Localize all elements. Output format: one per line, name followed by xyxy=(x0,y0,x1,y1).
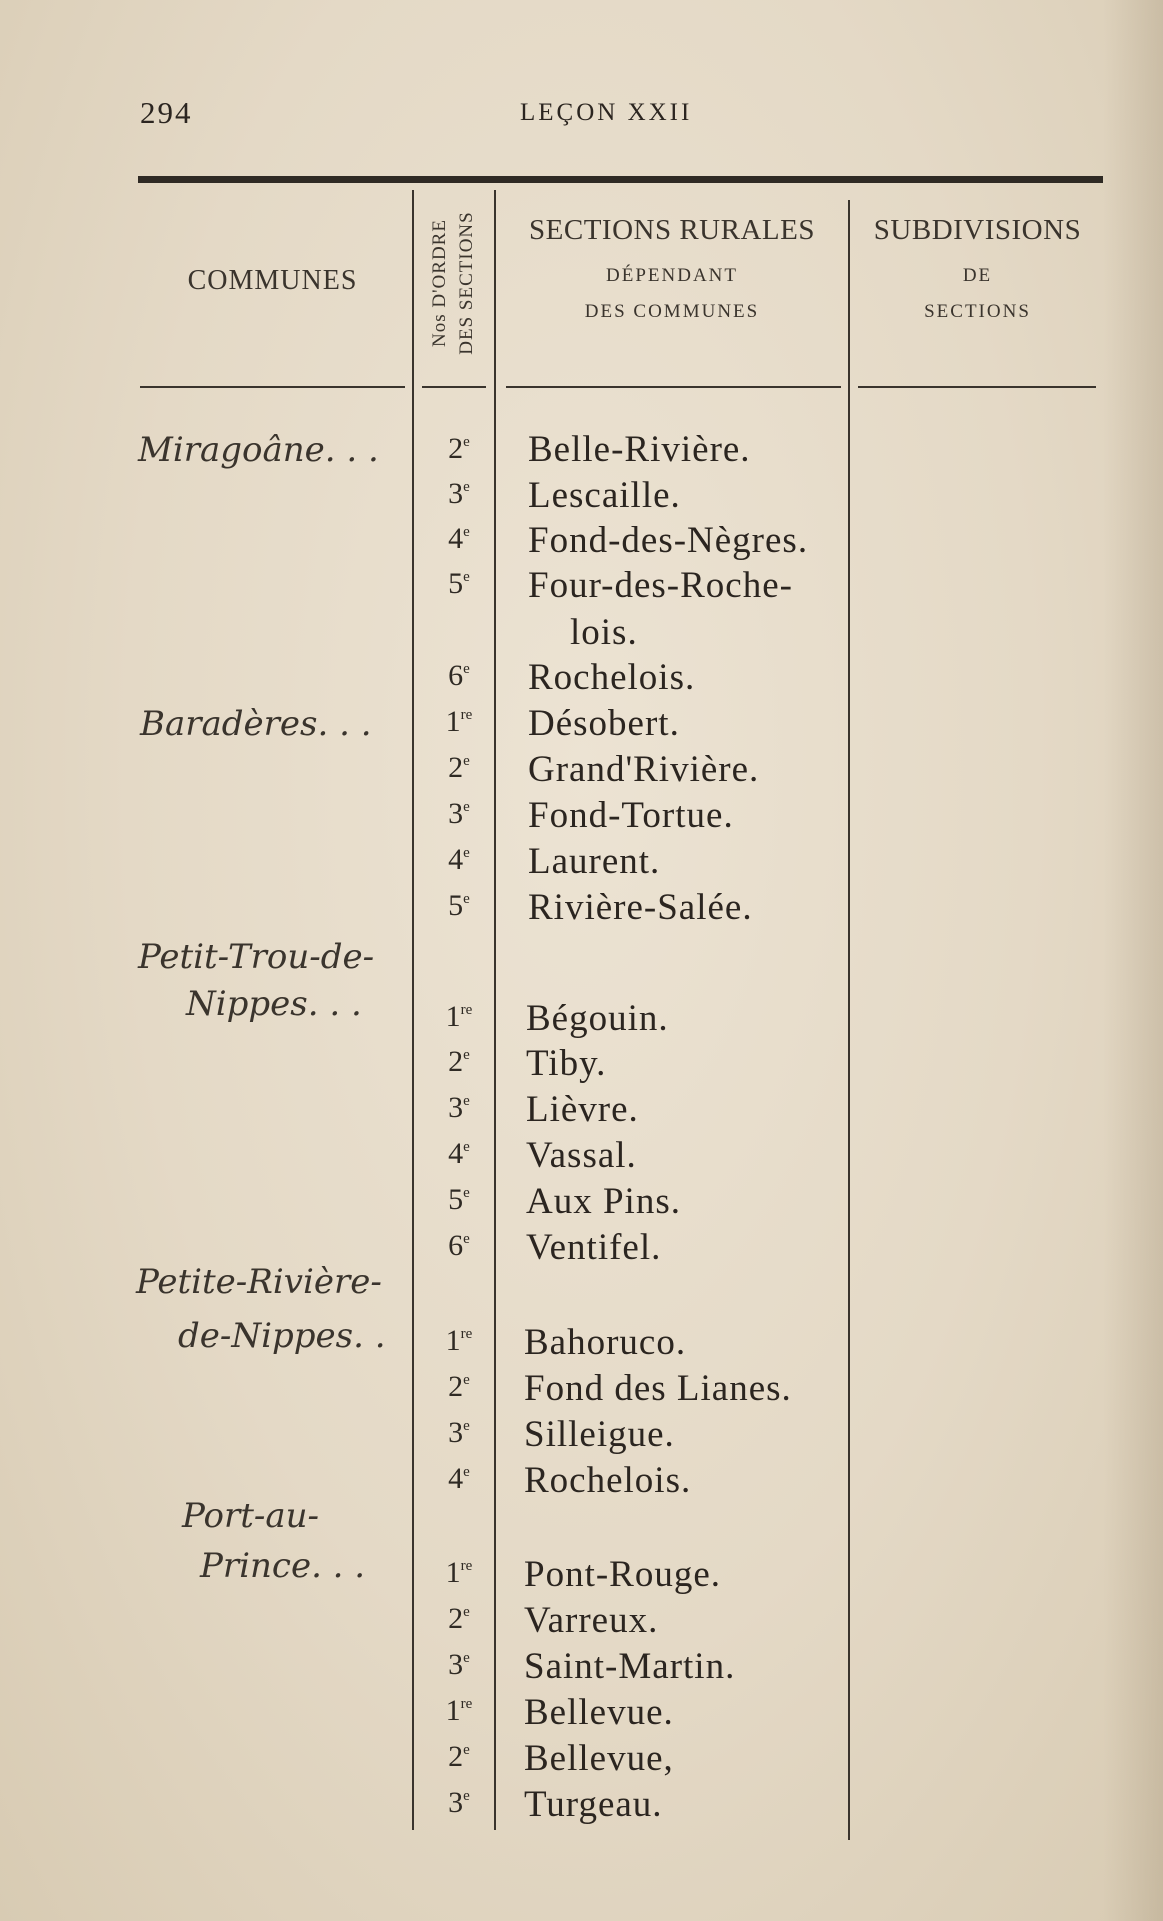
order-number: 3e xyxy=(448,1416,470,1449)
order-number: 2e xyxy=(448,432,470,465)
order-number: 1re xyxy=(445,1000,473,1033)
section-name: Rochelois. xyxy=(524,1460,692,1501)
header-subdivisions-sub1: DE xyxy=(962,265,993,286)
order-number: 3e xyxy=(448,1091,470,1124)
header-rural-sections xyxy=(502,214,842,323)
section-name: Turgeau. xyxy=(524,1784,663,1825)
section-name: Belle-Rivière. xyxy=(528,429,751,470)
section-name: Grand'Rivière. xyxy=(528,749,760,790)
order-number: 3e xyxy=(448,797,470,830)
header-communes: COMMUNES xyxy=(187,265,358,296)
order-number: 4e xyxy=(448,1462,470,1495)
page-number: 294 xyxy=(140,95,193,130)
order-number: 2e xyxy=(448,1602,470,1635)
commune-name-continued: de-Nippes. . xyxy=(178,1316,386,1356)
section-name: Bégouin. xyxy=(526,998,669,1039)
running-title: LEÇON XXII xyxy=(520,99,693,126)
header-order-numbers-line1: Nos D'ORDRE xyxy=(429,218,450,347)
commune-name: Petite-Rivière- xyxy=(136,1262,382,1302)
order-number: 5e xyxy=(448,567,470,600)
page-header xyxy=(0,95,1163,135)
section-name: Silleigue. xyxy=(524,1414,675,1455)
column-rule-communes xyxy=(412,190,414,1830)
section-name: Four-des-Roche- xyxy=(528,565,793,606)
commune-name-continued: Prince. . . xyxy=(200,1546,366,1586)
order-number: 4e xyxy=(448,843,470,876)
section-name: Aux Pins. xyxy=(526,1181,681,1222)
section-name: Bahoruco. xyxy=(524,1322,687,1363)
order-number: 5e xyxy=(448,889,470,922)
header-subdivisions xyxy=(855,214,1100,323)
section-name: Bellevue, xyxy=(524,1738,674,1779)
order-number: 2e xyxy=(448,1370,470,1403)
order-number: 4e xyxy=(448,522,470,555)
header-underline-sections xyxy=(506,386,841,388)
column-rule-numbers xyxy=(494,190,496,1830)
commune-name: Baradères. . . xyxy=(140,704,372,744)
order-number: 4e xyxy=(448,1137,470,1170)
page-edge-shadow xyxy=(1103,0,1163,1921)
header-order-numbers-line2: DES SECTIONS xyxy=(456,210,477,355)
header-subdivisions-title: SUBDIVISIONS xyxy=(873,214,1082,246)
section-name: Lièvre. xyxy=(526,1089,639,1130)
section-name: Pont-Rouge. xyxy=(524,1554,722,1595)
order-number: 3e xyxy=(448,1648,470,1681)
section-name: Rochelois. xyxy=(528,657,696,698)
commune-name: Miragoâne. . . xyxy=(138,430,379,470)
header-rural-sections-title: SECTIONS RURALES xyxy=(529,214,815,246)
section-name: Laurent. xyxy=(528,841,661,882)
column-rule-sections xyxy=(848,200,850,1840)
header-subdivisions-sub2: SECTIONS xyxy=(924,301,1031,322)
section-name: Saint-Martin. xyxy=(524,1646,736,1687)
section-name: Désobert. xyxy=(528,703,680,744)
order-number: 1re xyxy=(445,1556,473,1589)
order-number: 1re xyxy=(445,1694,473,1727)
section-name-continued: lois. xyxy=(570,612,638,653)
section-name: Ventifel. xyxy=(526,1227,662,1268)
table-top-rule xyxy=(138,176,1103,183)
order-number: 2e xyxy=(448,1045,470,1078)
header-order-numbers xyxy=(418,190,488,375)
header-underline-numbers xyxy=(422,386,486,388)
order-number: 3e xyxy=(448,477,470,510)
section-name: Rivière-Salée. xyxy=(528,887,753,928)
section-name: Lescaille. xyxy=(528,475,681,516)
header-rural-sections-sub1: DÉPENDANT xyxy=(606,265,738,286)
section-name: Tiby. xyxy=(526,1043,607,1084)
section-name: Bellevue. xyxy=(524,1692,674,1733)
commune-name: Port-au- xyxy=(182,1496,320,1536)
order-number: 5e xyxy=(448,1183,470,1216)
section-name: Fond-Tortue. xyxy=(528,795,734,836)
commune-name: Petit-Trou-de- xyxy=(138,937,375,977)
commune-name-continued: Nippes. . . xyxy=(186,984,362,1024)
order-number: 3e xyxy=(448,1786,470,1819)
order-number: 1re xyxy=(445,1324,473,1357)
order-number: 6e xyxy=(448,1229,470,1262)
order-number: 1re xyxy=(445,705,473,738)
section-name: Varreux. xyxy=(524,1600,659,1641)
header-rural-sections-sub2: DES COMMUNES xyxy=(584,301,760,322)
order-number: 2e xyxy=(448,751,470,784)
section-name: Fond des Lianes. xyxy=(524,1368,792,1409)
order-number: 2e xyxy=(448,1740,470,1773)
header-underline-communes xyxy=(140,386,405,388)
header-underline-subdivisions xyxy=(858,386,1096,388)
section-name: Fond-des-Nègres. xyxy=(528,520,809,561)
section-name: Vassal. xyxy=(526,1135,637,1176)
order-number: 6e xyxy=(448,659,470,692)
